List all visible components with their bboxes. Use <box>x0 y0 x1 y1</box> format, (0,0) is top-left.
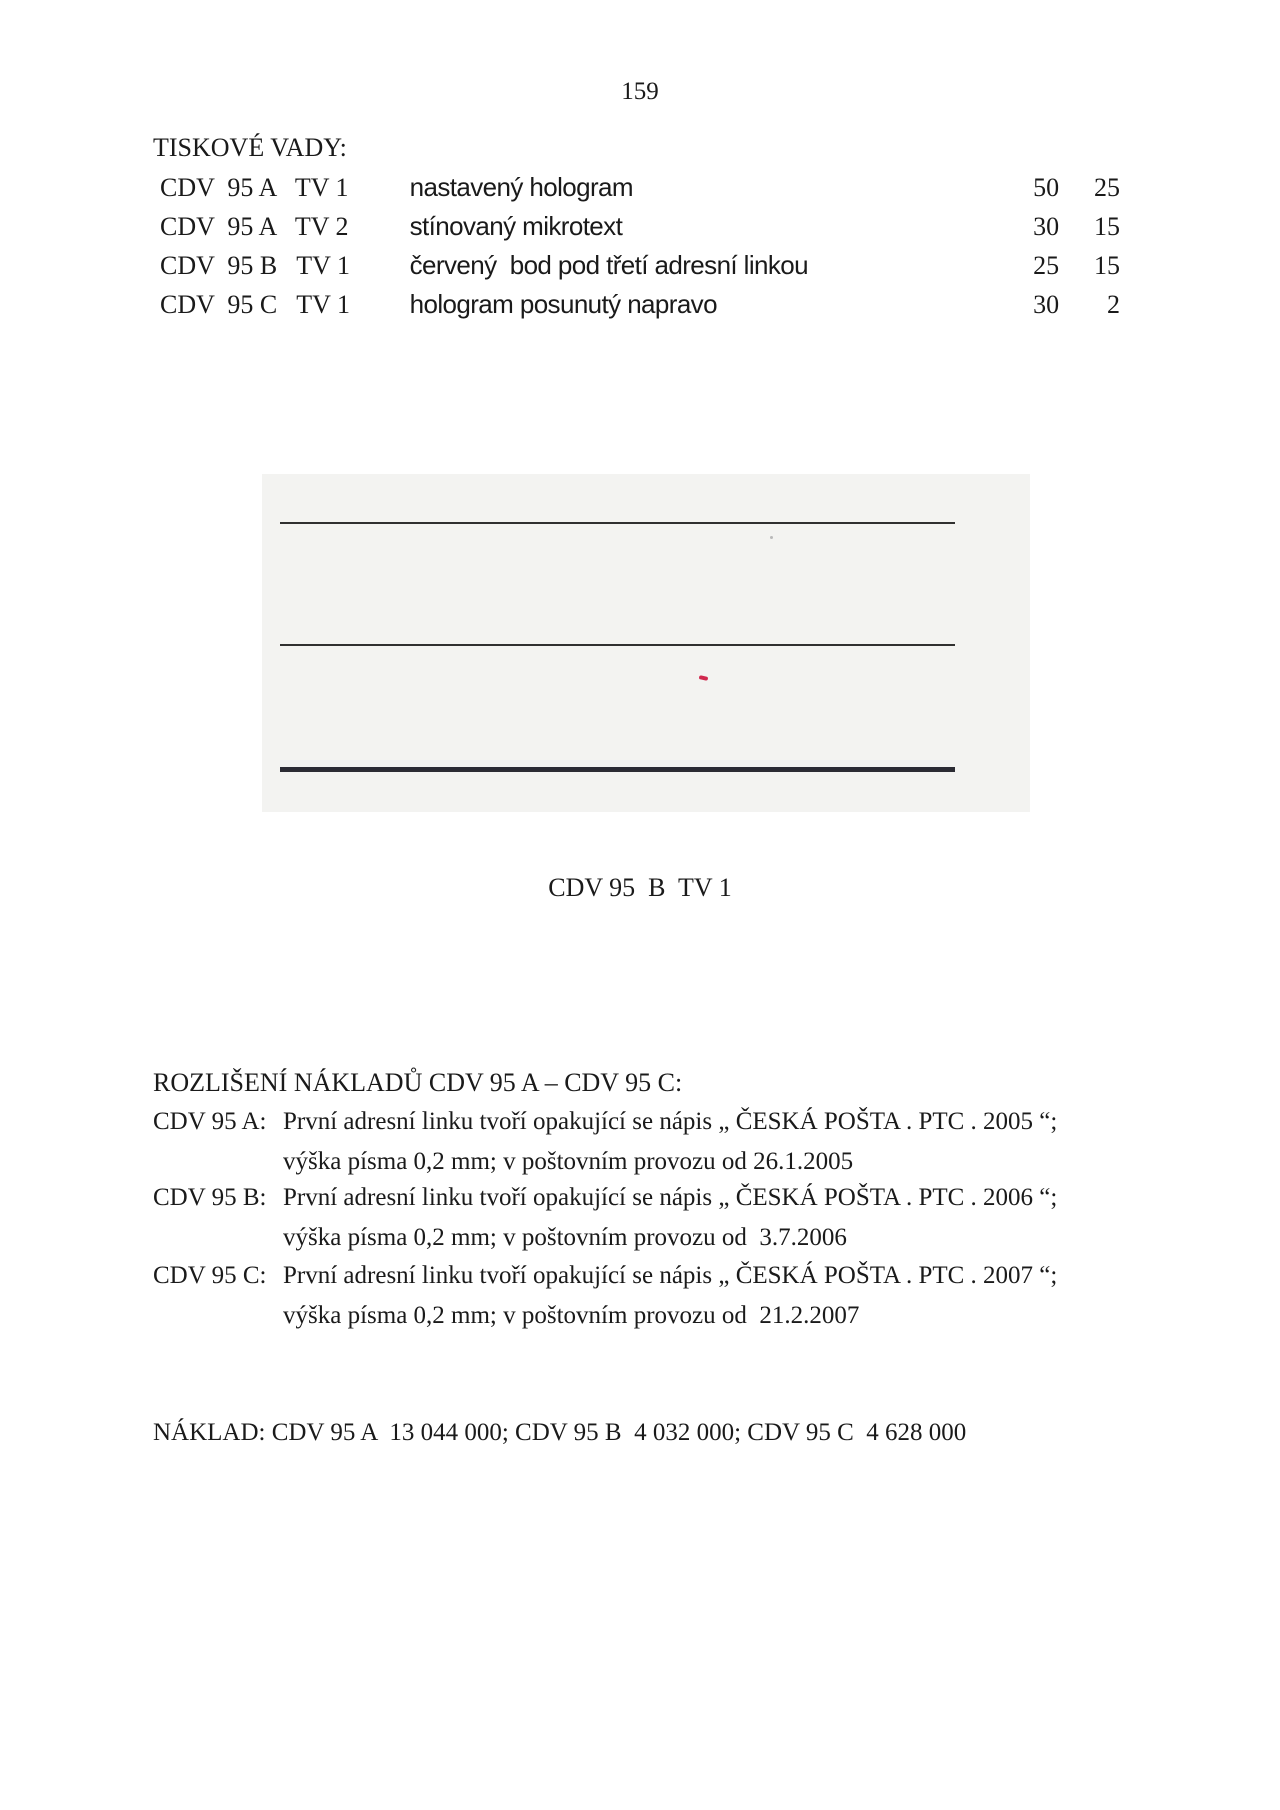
table-row <box>160 285 1120 324</box>
resolution-label: CDV 95 C: <box>153 1262 267 1289</box>
specimen-caption: CDV 95 B TV 1 <box>548 873 732 902</box>
print-run: NÁKLAD: CDV 95 A 13 044 000; CDV 95 B 4 032 000; CDV 95 C 4 628 000 <box>153 1419 967 1446</box>
red-dot-defect <box>699 675 709 681</box>
table-row <box>160 168 1120 207</box>
defects-table <box>160 168 1120 324</box>
defect-price-mint: 50 <box>1033 172 1060 202</box>
defect-price-used: 15 <box>1094 250 1120 280</box>
resolution-label: CDV 95 A: <box>153 1108 267 1135</box>
table-row <box>160 207 1120 246</box>
defect-code: CDV 95 A TV 1 <box>160 172 349 202</box>
table-row <box>160 246 1120 285</box>
resolution-line: výška písma 0,2 mm; v poštovním provozu od 26.1.2005 <box>283 1148 854 1175</box>
address-line-2 <box>280 644 955 646</box>
defect-description: hologram posunutý napravo <box>409 289 717 319</box>
defect-price-used: 15 <box>1094 211 1120 241</box>
resolution-title: ROZLIŠENÍ NÁKLADŮ CDV 95 A – CDV 95 C: <box>153 1068 683 1097</box>
resolution-label: CDV 95 B: <box>153 1184 267 1211</box>
defect-code: CDV 95 A TV 2 <box>160 211 349 241</box>
resolution-line: výška písma 0,2 mm; v poštovním provozu od 21.2.2007 <box>283 1302 860 1329</box>
defect-code: CDV 95 C TV 1 <box>160 289 350 319</box>
address-line-3 <box>280 767 955 772</box>
paper-speck <box>770 536 773 539</box>
defect-price-used: 2 <box>1107 289 1120 319</box>
defect-price-mint: 25 <box>1033 250 1060 280</box>
resolution-line: První adresní linku tvoří opakující se nápis „ ČESKÁ POŠTA . PTC . 2007 “; <box>283 1262 1058 1289</box>
defect-price-used: 25 <box>1094 172 1120 202</box>
defect-code: CDV 95 B TV 1 <box>160 250 350 280</box>
resolution-line: výška písma 0,2 mm; v poštovním provozu od 3.7.2006 <box>283 1224 847 1251</box>
address-line-1 <box>280 522 955 524</box>
resolution-line: První adresní linku tvoří opakující se nápis „ ČESKÁ POŠTA . PTC . 2005 “; <box>283 1108 1058 1135</box>
defect-description: červený bod pod třetí adresní linkou <box>409 250 809 280</box>
defects-title: TISKOVÉ VADY: <box>153 133 347 162</box>
defect-price-mint: 30 <box>1033 211 1060 241</box>
resolution-line: První adresní linku tvoří opakující se nápis „ ČESKÁ POŠTA . PTC . 2006 “; <box>283 1184 1058 1211</box>
defect-description: stínovaný mikrotext <box>409 211 623 241</box>
page-number: 159 <box>621 78 659 105</box>
defect-price-mint: 30 <box>1033 289 1060 319</box>
defect-description: nastavený hologram <box>409 172 633 202</box>
specimen-image <box>262 474 1030 812</box>
